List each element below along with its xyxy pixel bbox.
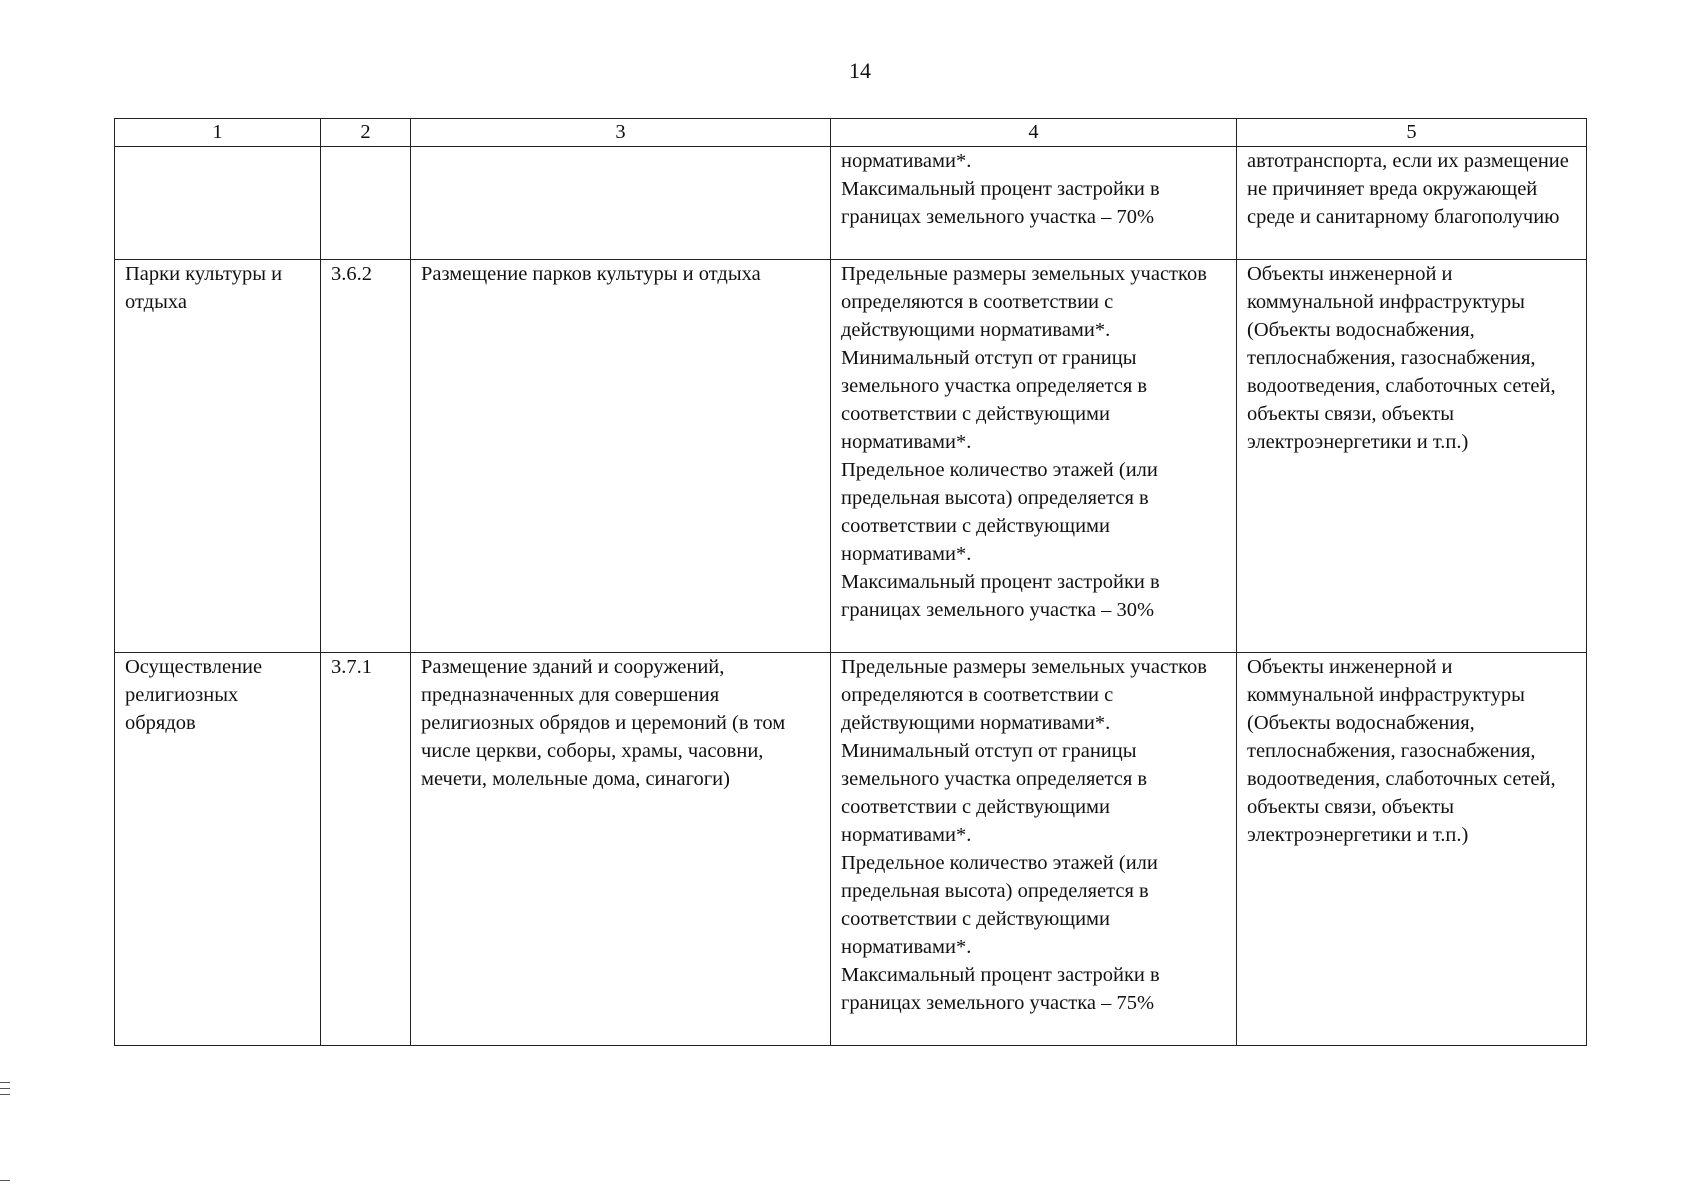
scan-margin-mark	[0, 1082, 10, 1083]
cell-auxiliary-uses: автотранспорта, если их размещение не причиняет вреда окружающей среде и санитарному благополучию	[1237, 147, 1587, 260]
table-row	[115, 260, 1587, 653]
scan-margin-mark	[0, 1088, 10, 1089]
table-header-row	[115, 119, 1587, 147]
cell-use-code	[321, 147, 411, 260]
cell-use-name: Осуществление религиозных обрядов	[115, 653, 321, 1046]
cell-parameters: нормативами*. Максимальный процент застройки в границах земельного участка – 70%	[831, 147, 1237, 260]
column-header-3: 3	[411, 119, 831, 147]
cell-use-description: Размещение парков культуры и отдыха	[411, 260, 831, 653]
column-header-4: 4	[831, 119, 1237, 147]
scan-margin-mark	[0, 1180, 10, 1181]
column-header-2: 2	[321, 119, 411, 147]
cell-use-name: Парки культуры и отдыха	[115, 260, 321, 653]
regulations-table	[114, 118, 1587, 1046]
cell-use-code: 3.7.1	[321, 653, 411, 1046]
table-row	[115, 653, 1587, 1046]
cell-parameters: Предельные размеры земельных участков определяются в соответствии с действующими нормативами*. Минимальный отступ от границы земельного участка определяется в соответствии с действующими нормативами*. Предельное количество этажей (или предельная высота) определяется в соответствии с действующими нормативами*. Максимальный процент застройки в границах земельного участка – 75%	[831, 653, 1237, 1046]
cell-auxiliary-uses: Объекты инженерной и коммунальной инфраструктуры (Объекты водоснабжения, теплоснабжения, газоснабжения, водоотведения, слаботочных сетей, объекты связи, объекты электроэнергетики и т.п.)	[1237, 260, 1587, 653]
scan-margin-mark	[0, 1094, 10, 1095]
column-header-1: 1	[115, 119, 321, 147]
cell-use-description	[411, 147, 831, 260]
cell-auxiliary-uses: Объекты инженерной и коммунальной инфраструктуры (Объекты водоснабжения, теплоснабжения, газоснабжения, водоотведения, слаботочных сетей, объекты связи, объекты электроэнергетики и т.п.)	[1237, 653, 1587, 1046]
column-header-5: 5	[1237, 119, 1587, 147]
cell-use-code: 3.6.2	[321, 260, 411, 653]
table-row	[115, 147, 1587, 260]
page-number: 14	[849, 58, 871, 83]
cell-parameters: Предельные размеры земельных участков определяются в соответствии с действующими нормативами*. Минимальный отступ от границы земельного участка определяется в соответствии с действующими нормативами*. Предельное количество этажей (или предельная высота) определяется в соответствии с действующими нормативами*. Максимальный процент застройки в границах земельного участка – 30%	[831, 260, 1237, 653]
cell-use-description: Размещение зданий и сооружений, предназначенных для совершения религиозных обрядов и церемоний (в том числе церкви, соборы, храмы, часовни, мечети, молельные дома, синагоги)	[411, 653, 831, 1046]
cell-use-name	[115, 147, 321, 260]
